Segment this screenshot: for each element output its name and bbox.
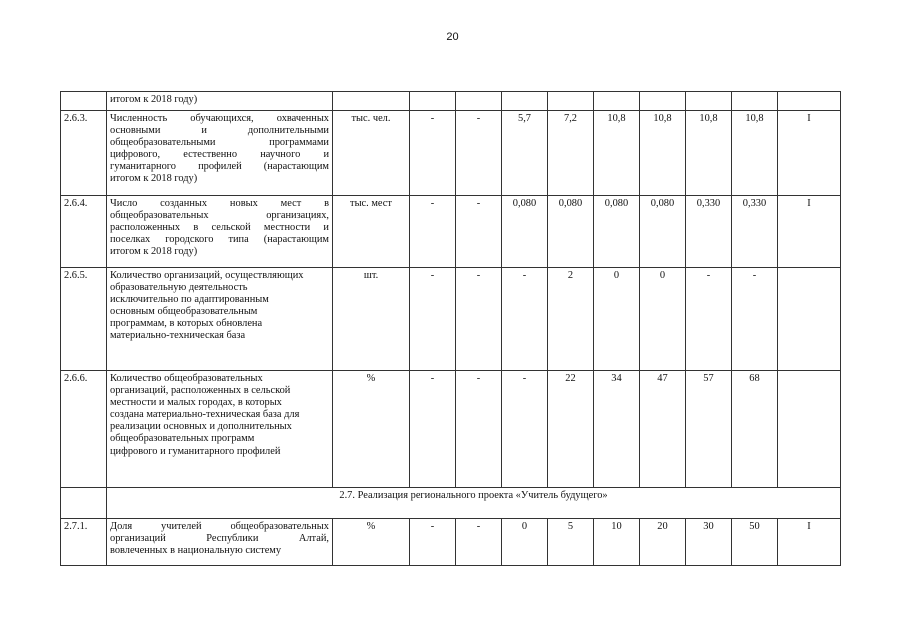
description-line: расположенных в сельской местности и bbox=[110, 222, 329, 234]
description-line: вовлеченных в национальную систему bbox=[110, 545, 282, 557]
description-line: Количество общеобразовательных bbox=[110, 373, 263, 384]
unit-of-measure: % bbox=[333, 371, 410, 488]
description-line: Количество организаций, осуществляющих bbox=[110, 270, 304, 281]
year-value: 30 bbox=[686, 519, 732, 566]
section-header-row bbox=[61, 488, 841, 519]
indicator-description bbox=[107, 519, 333, 566]
description-line: общеобразовательных программ bbox=[110, 433, 255, 445]
description-line: общеобразовательными программами bbox=[110, 137, 329, 149]
year-value: - bbox=[502, 371, 548, 488]
year-value: 47 bbox=[640, 371, 686, 488]
year-value: 5,7 bbox=[502, 111, 548, 196]
year-value: - bbox=[732, 268, 778, 371]
year-value bbox=[686, 92, 732, 111]
year-value: - bbox=[410, 196, 456, 268]
year-value: - bbox=[456, 519, 502, 566]
description-line: Число созданных новых мест в bbox=[110, 198, 329, 209]
description-line: местности и малых городах, в которых bbox=[110, 397, 282, 409]
year-value: - bbox=[410, 268, 456, 371]
description-line: основным общеобразовательным bbox=[110, 306, 258, 318]
unit-of-measure: тыс. мест bbox=[333, 196, 410, 268]
year-value: - bbox=[456, 196, 502, 268]
indicator-number: 2.6.6. bbox=[61, 371, 107, 488]
year-value: - bbox=[456, 371, 502, 488]
year-value: 34 bbox=[594, 371, 640, 488]
year-value: 0,080 bbox=[548, 196, 594, 268]
year-value bbox=[732, 92, 778, 111]
year-value: 57 bbox=[686, 371, 732, 488]
year-value: 0,330 bbox=[686, 196, 732, 268]
mark-column bbox=[778, 268, 841, 371]
year-value: 10,8 bbox=[732, 111, 778, 196]
year-value: - bbox=[410, 111, 456, 196]
description-line: поселках городского типа (нарастающим bbox=[110, 234, 329, 246]
indicator-description bbox=[107, 268, 333, 371]
table-row bbox=[61, 268, 841, 371]
year-value: 0,080 bbox=[640, 196, 686, 268]
description-line: организаций, расположенных в сельской bbox=[110, 385, 291, 397]
year-value: 22 bbox=[548, 371, 594, 488]
indicator-number: 2.6.5. bbox=[61, 268, 107, 371]
year-value: - bbox=[410, 519, 456, 566]
year-value: - bbox=[456, 268, 502, 371]
year-value: 20 bbox=[640, 519, 686, 566]
year-value bbox=[640, 92, 686, 111]
year-value: 50 bbox=[732, 519, 778, 566]
year-value: 7,2 bbox=[548, 111, 594, 196]
year-value: 2 bbox=[548, 268, 594, 371]
table-row bbox=[61, 371, 841, 488]
description-line: организаций Республики Алтай, bbox=[110, 533, 329, 545]
section-number-cell bbox=[61, 488, 107, 519]
description-line: Доля учителей общеобразовательных bbox=[110, 521, 329, 532]
mark-column: I bbox=[778, 111, 841, 196]
table-row bbox=[61, 196, 841, 268]
year-value: 68 bbox=[732, 371, 778, 488]
unit-of-measure: % bbox=[333, 519, 410, 566]
description-line: исключительно по адаптированным bbox=[110, 294, 269, 306]
description-line: реализации основных и дополнительных bbox=[110, 421, 292, 433]
year-value bbox=[456, 92, 502, 111]
indicator-description bbox=[107, 196, 333, 268]
year-value bbox=[410, 92, 456, 111]
description-line: гуманитарного профилей (нарастающим bbox=[110, 161, 329, 173]
year-value: 0 bbox=[640, 268, 686, 371]
mark-column bbox=[778, 371, 841, 488]
mark-column bbox=[778, 92, 841, 111]
description-line: цифрового, естественно научного и bbox=[110, 149, 329, 161]
unit-of-measure: шт. bbox=[333, 268, 410, 371]
year-value: 0,330 bbox=[732, 196, 778, 268]
unit-of-measure bbox=[333, 92, 410, 111]
year-value: 5 bbox=[548, 519, 594, 566]
year-value: 0 bbox=[502, 519, 548, 566]
year-value: 10,8 bbox=[640, 111, 686, 196]
description-line: образовательную деятельность bbox=[110, 282, 248, 294]
mark-column: I bbox=[778, 519, 841, 566]
year-value: 10,8 bbox=[686, 111, 732, 196]
description-line: программам, в которых обновлена bbox=[110, 318, 263, 330]
indicator-number: 2.7.1. bbox=[61, 519, 107, 566]
year-value: - bbox=[686, 268, 732, 371]
year-value bbox=[594, 92, 640, 111]
year-value: 0,080 bbox=[594, 196, 640, 268]
indicator-number: 2.6.4. bbox=[61, 196, 107, 268]
table-row bbox=[61, 519, 841, 566]
unit-of-measure: тыс. чел. bbox=[333, 111, 410, 196]
description-line: материально-техническая база bbox=[110, 330, 246, 342]
description-line: общеобразовательных организациях, bbox=[110, 210, 329, 222]
table-row bbox=[61, 111, 841, 196]
table-row bbox=[61, 92, 841, 111]
page-number: 20 bbox=[446, 31, 459, 43]
indicators-table bbox=[60, 91, 841, 566]
description-line: цифрового и гуманитарного профилей bbox=[110, 445, 281, 457]
description-line: создана материально-техническая база для bbox=[110, 409, 300, 421]
description-line: итогом к 2018 году) bbox=[110, 246, 198, 258]
year-value: 0,080 bbox=[502, 196, 548, 268]
description-line: итогом к 2018 году) bbox=[110, 94, 198, 105]
indicator-description bbox=[107, 371, 333, 488]
description-line: основными и дополнительными bbox=[110, 125, 329, 137]
year-value: - bbox=[456, 111, 502, 196]
year-value: - bbox=[502, 268, 548, 371]
description-line: итогом к 2018 году) bbox=[110, 173, 198, 185]
year-value: 0 bbox=[594, 268, 640, 371]
description-line: Численность обучающихся, охваченных bbox=[110, 113, 329, 124]
year-value: 10,8 bbox=[594, 111, 640, 196]
indicator-number: 2.6.3. bbox=[61, 111, 107, 196]
year-value bbox=[548, 92, 594, 111]
year-value: - bbox=[410, 371, 456, 488]
section-title: 2.7. Реализация регионального проекта «Учитель будущего» bbox=[107, 488, 841, 519]
indicator-number bbox=[61, 92, 107, 111]
year-value bbox=[502, 92, 548, 111]
indicator-description bbox=[107, 92, 333, 111]
year-value: 10 bbox=[594, 519, 640, 566]
indicator-description bbox=[107, 111, 333, 196]
mark-column: I bbox=[778, 196, 841, 268]
